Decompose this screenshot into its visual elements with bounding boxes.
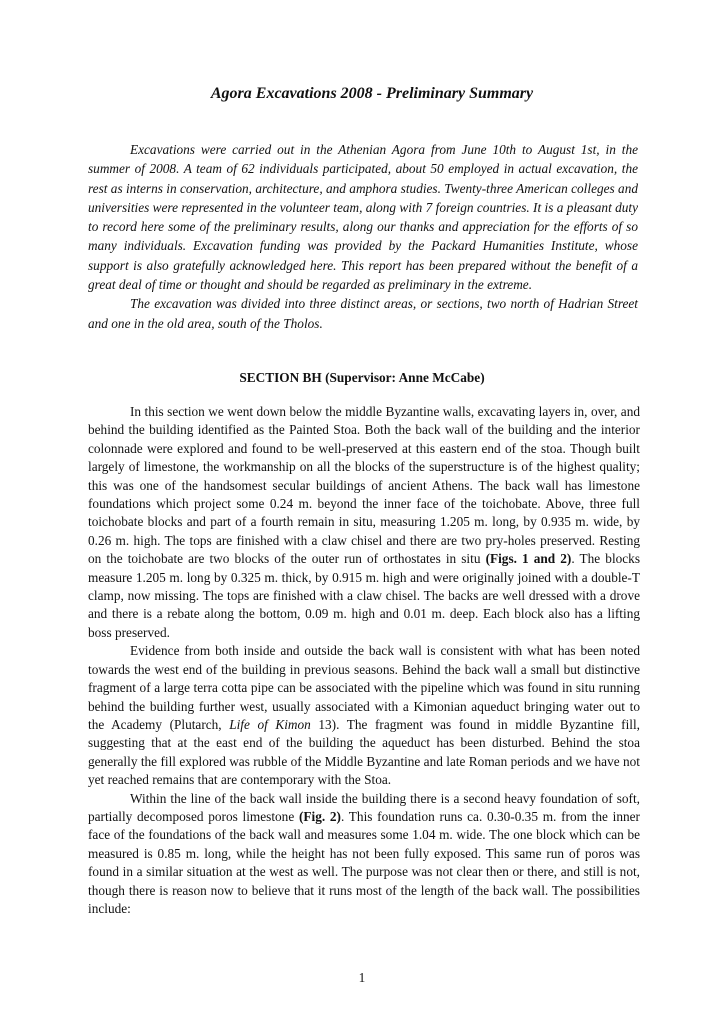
body-text: Within the line of the back wall inside the building there is a second heavy foundation of soft, partially decomposed poros limestone	[88, 790, 640, 824]
body-text: . The blocks measure 1.205 m. long by 0.325 m. thick, by 0.915 m. high and were originally joined with a double-T clamp, now missing. The tops are finished with a claw chisel. The backs are well dressed with a drove and there is a rebate along the bottom, 0.09 m. high and 0.01 m. deep. Each block also has a lifting boss preserved.	[88, 551, 641, 640]
page-title: Agora Excavations 2008 - Preliminary Summary	[210, 85, 534, 102]
body-paragraph-3	[88, 790, 640, 919]
body-text: In this section we went down below the middle Byzantine walls, excavating layers in, over, and behind the building identified as the Painted Stoa. Both the back wall of the building and the interior colonnade were explored and found to be well-preserved at this eastern end of the stoa. Though built largely of limestone, the workmanship on all the blocks of the superstructure is of the highest quality; this was one of the handsomest secular buildings of ancient Athens. The back wall has limestone foundations which project some 0.24 m. beyond the inner face of the toichobate. Above, three full toichobate blocks and part of a fourth remain in situ, measuring 1.205 m. long, by 0.935 m. wide, by 0.26 m. high. The tops are finished with a claw chisel and there are two pry-holes preserved. Resting on the toichobate are two blocks of the outer run of orthostates in situ	[88, 404, 640, 567]
figure-reference: (Figs. 1 and 2)	[485, 551, 572, 567]
body-paragraph-1	[88, 403, 640, 642]
section-body	[88, 403, 640, 918]
section-heading: SECTION BH (Supervisor: Anne McCabe)	[239, 370, 485, 385]
body-paragraph-2	[88, 642, 640, 789]
figure-reference: (Fig. 2)	[298, 808, 341, 824]
body-text: Evidence from both inside and outside the back wall is consistent with what has been noted towards the west end of the building in previous seasons. Behind the back wall a small but distinctive fragment of a large terra cotta pipe can be associated with the pipeline which was found in situ running behind the building further west, usually associated with a Kimonian aqueduct bringing water out to the Academy (Plutarch,	[88, 643, 640, 732]
intro-paragraph-1: Excavations were carried out in the Athenian Agora from June 10th to August 1st, in the summer of 2008. A team of 62 individuals participated, about 50 employed in actual excavation, the rest as interns in conservation, architecture, and amphora studies. Twenty-three American colleges and universities were represented in the volunteer team, along with 7 foreign countries. It is a pleasant duty to record here some of the preliminary results, along our thanks and appreciation for the efforts of so many individuals. Excavation funding was provided by the Packard Humanities Institute, whose support is also gratefully acknowledged here. This report has been prepared without the benefit of a great deal of time or thought and should be regarded as preliminary in the extreme.	[88, 142, 638, 293]
intro-paragraph-2: The excavation was divided into three distinct areas, or sections, two north of Hadrian Street and one in the old area, south of the Tholos.	[88, 296, 638, 331]
book-title: Life of Kimon	[229, 716, 311, 732]
body-text: 13). The fragment was found in middle Byzantine fill, suggesting that at the east end of the building the aqueduct has been disturbed. Behind the stoa generally the fill explored was rubble of the Middle Byzantine and late Roman periods and we have not yet reached remains that are contemporary with the Stoa.	[88, 716, 641, 788]
intro-block	[88, 140, 638, 333]
page-number: 1	[358, 970, 366, 985]
body-text: . This foundation runs ca. 0.30-0.35 m. from the inner face of the foundations of the back wall and measures some 1.04 m. wide. The one block which can be measured is 0.85 m. long, while the height has not been fully exposed. This same run of poros was found in a similar situation at the west as well. The purpose was not clear then or there, and still is not, though there is reason now to believe that it runs most of the length of the back wall. The possibilities include:	[88, 808, 640, 916]
